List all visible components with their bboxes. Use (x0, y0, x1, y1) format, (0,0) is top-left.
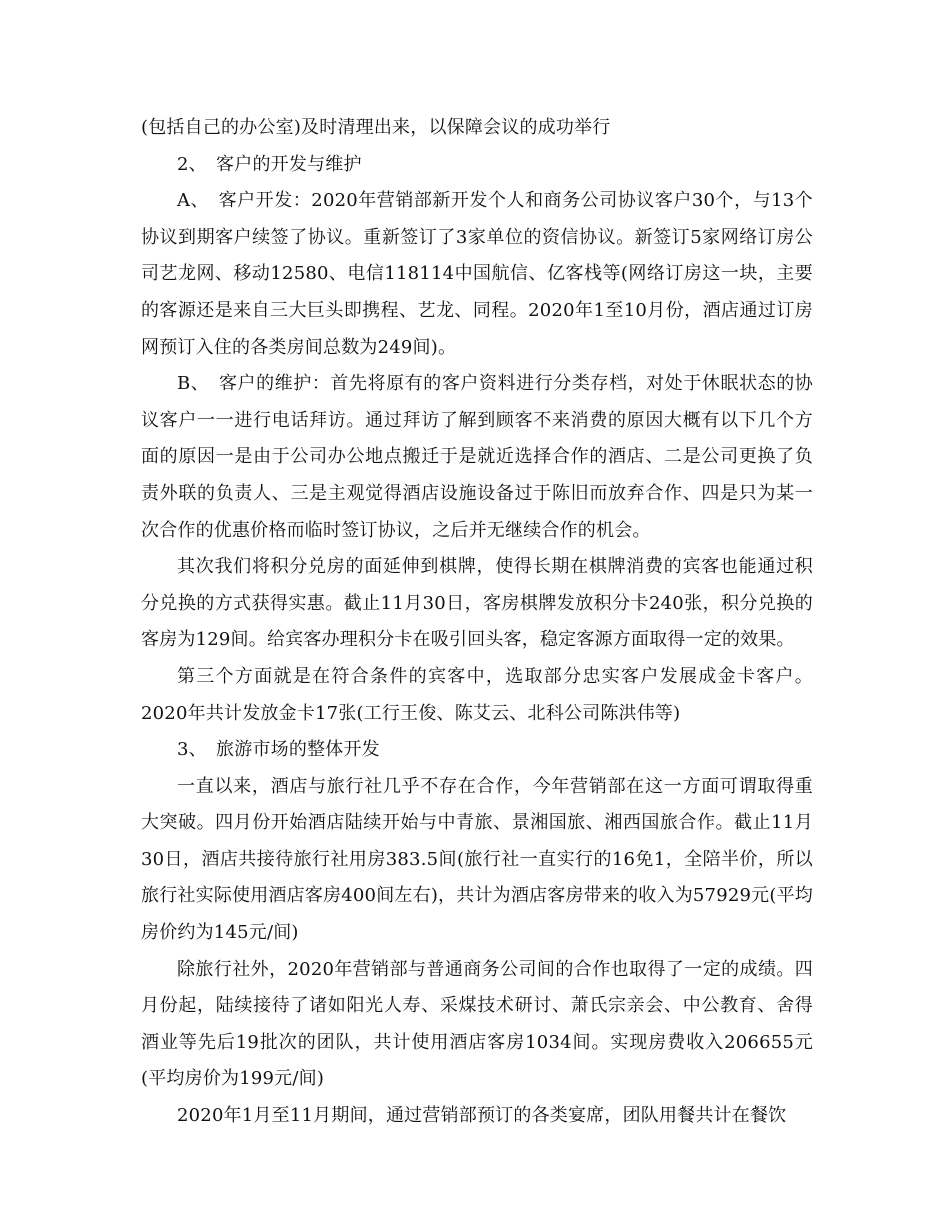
paragraph-continuation: (包括自己的办公室)及时清理出来，以保障会议的成功举行 (141, 117, 611, 138)
paragraph-business-companies: 除旅行社外，2020年营销部与普通商务公司间的合作也取得了一定的成绩。四月份起，陆续接待了诸如阳光人寿、采煤技术研讨、萧氏宗亲会、中公教育、舍得酒业等先后19批次的团队，共计使用酒店客房1034间。实现房费收入206655元(平均房价为199元/间) (141, 958, 813, 1090)
paragraph-banquets: 2020年1月至11月期间，通过营销部预订的各类宴席，团队用餐共计在餐饮 (177, 1105, 787, 1127)
paragraph-travel-agency: 一直以来，酒店与旅行社几乎不存在合作，今年营销部在这一方面可谓取得重大突破。四月份开始酒店陆续开始与中青旅、景湘国旅、湘西国旅合作。截止11月30日，酒店共接待旅行社用房383.5间(旅行社一直实行的16免1，全陪半价，所以旅行社实际使用酒店客房400间左右)，共计为酒店客房带来的收入为57929元(平均房价约为145元/间) (141, 775, 813, 944)
paragraph-gold-card: 第三个方面就是在符合条件的宾客中，选取部分忠实客户发展成金卡客户。2020年共计发放金卡17张(工行王俊、陈艾云、北科公司陈洪伟等) (141, 665, 813, 724)
section-heading-3: 3、 旅游市场的整体开发 (177, 739, 380, 761)
paragraph-customer-maintenance: B、 客户的维护：首先将原有的客户资料进行分类存档，对处于休眠状态的协议客户一一进行电话拜访。通过拜访了解到顾客不来消费的原因大概有以下几个方面的原因一是由于公司办公地点搬迁于是就近选择合作的酒店、二是公司更换了负责外联的负责人、三是主观觉得酒店设施设备过于陈旧而放弃合作、四是只为某一次合作的优惠价格而临时签订协议，之后并无继续合作的机会。 (141, 373, 813, 541)
document-body (141, 110, 813, 1135)
section-heading-2: 2、 客户的开发与维护 (177, 153, 362, 175)
paragraph-points-exchange: 其次我们将积分兑房的面延伸到棋牌，使得长期在棋牌消费的宾客也能通过积分兑换的方式获得实惠。截止11月30日，客房棋牌发放积分卡240张，积分兑换的客房为129间。给宾客办理积分卡在吸引回头客，稳定客源方面取得一定的效果。 (141, 556, 813, 651)
paragraph-customer-development: A、 客户开发：2020年营销部新开发个人和商务公司协议客户30个，与13个协议到期客户续签了协议。重新签订了3家单位的资信协议。新签订5家网络订房公司艺龙网、移动12580、电信118114中国航信、亿客栈等(网络订房这一块，主要的客源还是来自三大巨头即携程、艺龙、同程。2020年1至10月份，酒店通过订房网预订入住的各类房间总数为249间)。 (141, 190, 813, 358)
